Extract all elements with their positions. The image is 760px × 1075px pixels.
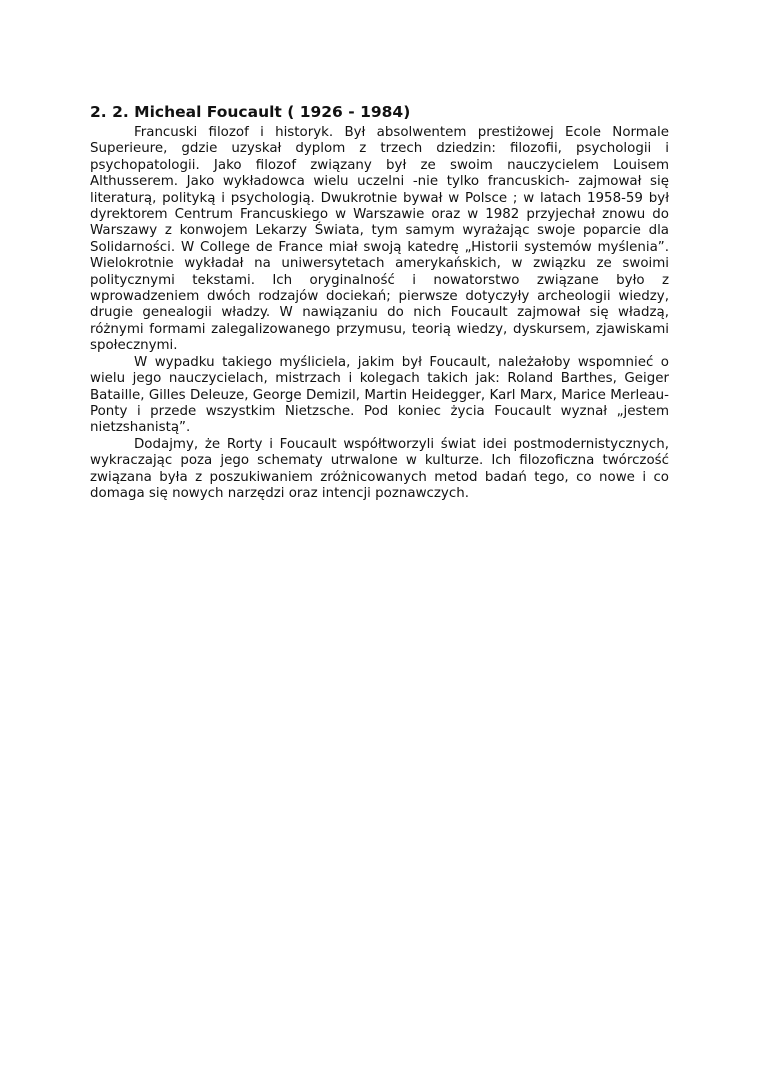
paragraph-influences: W wypadku takiego myśliciela, jakim był Foucault, należałoby wspomnieć o wielu jego nauczycielach, mistrzach i kolegach takich jak: Roland Barthes, Geiger Bataille, Gilles Deleuze, George Demizil, Martin Heidegger, Karl Marx, Marice Merleau-Ponty i przede wszystkim Nietzsche. Pod koniec życia Foucault wyznał „jestem nietzshanistą”.: [90, 354, 669, 436]
paragraph-postmodernism: Dodajmy, że Rorty i Foucault współtworzyli świat idei postmodernistycznych, wykraczając poza jego schematy utrwalone w kulturze. Ich filozoficzna twórczość związana była z poszukiwaniem zróżnicowanych metod badań tego, co nowe i co domaga się nowych narzędzi oraz intencji poznawczych.: [90, 436, 669, 501]
paragraph-biography: Francuski filozof i historyk. Był absolwentem prestiżowej Ecole Normale Superieure, gdzie uzyskał dyplom z trzech dziedzin: filozofii, psychologii i psychopatologii. Jako filozof związany był ze swoim nauczycielem Louisem Althusserem. Jako wykładowca wielu uczelni -nie tylko francuskich- zajmował się literaturą, polityką i psychologią. Dwukrotnie bywał w Polsce ; w latach 1958-59 był dyrektorem Centrum Francuskiego w Warszawie oraz w 1982 przyjechał znowu do Warszawy z konwojem Lekarzy Świata, tym samym wyrażając swoje poparcie dla Solidarności. W College de France miał swoją katedrę „Historii systemów myślenia”. Wielokrotnie wykładał na uniwersytetach amerykańskich, w związku ze swoimi politycznymi tekstami. Ich oryginalność i nowatorstwo związane było z wprowadzeniem dwóch rodzajów dociekań; pierwsze dotyczyły archeologii wiedzy, drugie genealogii władzy. W nawiązaniu do nich Foucault zajmował się władzą, różnymi formami zalegalizowanego przymusu, teorią wiedzy, dyskursem, zjawiskami społecznymi.: [90, 125, 669, 354]
section-heading: 2. 2. Micheal Foucault ( 1926 - 1984): [90, 103, 411, 121]
document-page: [90, 100, 669, 502]
